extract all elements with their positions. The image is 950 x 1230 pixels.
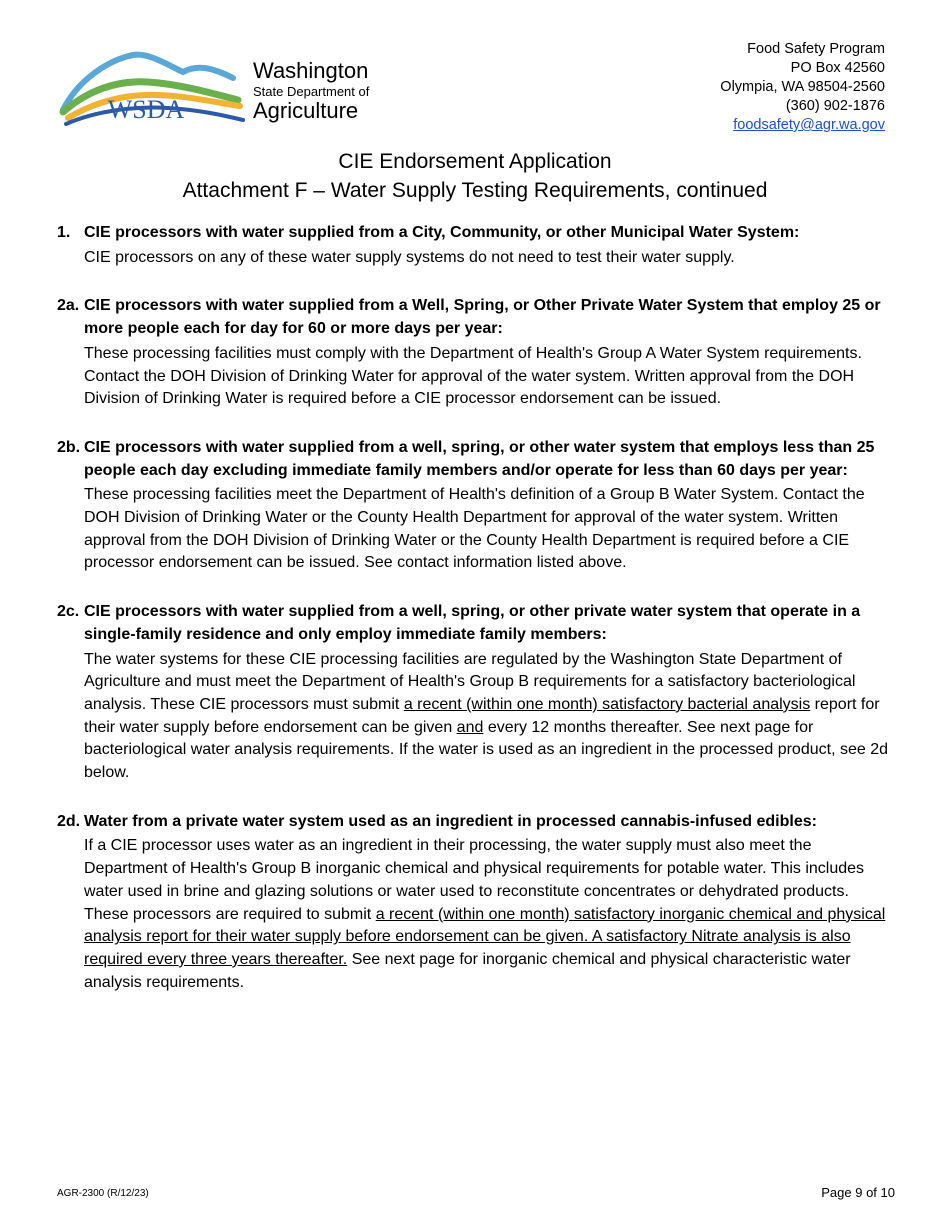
body-underlined-text: a recent (within one month) satisfactory bacterial analysis (403, 695, 811, 713)
section-2a (57, 295, 897, 411)
section-body (84, 835, 897, 994)
contact-phone: (360) 902-1876 (785, 98, 885, 114)
wsda-logo-graphic (58, 50, 248, 130)
logo-line-agriculture: Agriculture (253, 98, 359, 123)
requirements-list (57, 222, 897, 1020)
contact-po-box: PO Box 42560 (790, 60, 885, 76)
section-number: 2c. (57, 603, 80, 621)
section-number: 2d. (57, 812, 81, 830)
section-2d (57, 811, 897, 995)
section-heading: CIE processors with water supplied from a well, spring, or other water system that employs less than 25 people each day excluding immediate family members and/or operate for less than 60 days per year: (84, 438, 875, 479)
page-number: Page 9 of 10 (821, 1185, 895, 1200)
body-underlined-text: a recent (within one month) satisfactory inorganic chemical and physical analysis report for their water supply before endorsement can be given. A satisfactory Nitrate analysis is also required every three years thereafter. (84, 905, 886, 968)
body-text: every 12 months thereafter. See next page for bacteriological water analysis requirements. If the water is used as an ingredient in the processed product, see 2d below. (84, 718, 888, 782)
body-text: If a CIE processor uses water as an ingredient in their processing, the water supply must also meet the Department of Health's Group B inorganic chemical and physical requirements for potable water. This includes water used in brine and glazing solutions or water used to reconstitute concentrates or dehydrated products. These processors are required to submit (84, 837, 865, 923)
section-1 (57, 222, 897, 269)
section-2b (57, 437, 897, 575)
wsda-logo (58, 50, 378, 130)
logo-line-state-department: State Department of (253, 84, 370, 99)
form-id: AGR-2300 (R/12/23) (57, 1188, 149, 1199)
section-heading: Water from a private water system used as an ingredient in processed cannabis-infused edibles: (84, 812, 817, 830)
title-line-1: CIE Endorsement Application (338, 150, 612, 173)
logo-line-washington: Washington (253, 58, 369, 83)
section-body: These processing facilities must comply with the Department of Health's Group A Water System requirements. Contact the DOH Division of Drinking Water for approval of the water system. Written approval from the DOH Division of Drinking Water is required before a CIE processor endorsement can be issued. (84, 344, 862, 408)
section-number: 2a. (57, 297, 80, 315)
contact-block (720, 40, 885, 135)
logo-text (253, 60, 369, 122)
section-body: These processing facilities meet the Department of Health's definition of a Group B Water System. Contact the DOH Division of Drinking Water or the County Health Department for approval of the water system. Written approval from the DOH Division of Drinking Water or the County Health Department is required before a CIE processor endorsement can be issued. See contact information listed above. (84, 486, 865, 572)
contact-program: Food Safety Program (747, 41, 885, 57)
title-line-2: Attachment F – Water Supply Testing Requirements, continued (182, 179, 768, 202)
contact-email-link[interactable]: foodsafety@agr.wa.gov (733, 117, 885, 133)
section-heading: CIE processors with water supplied from a City, Community, or other Municipal Water System: (84, 224, 800, 241)
body-text: See next page for inorganic chemical and physical characteristic water analysis requirements. (84, 950, 851, 991)
section-heading: CIE processors with water supplied from a well, spring, or other private water system that operate in a single-family residence and only employ immediate family members: (84, 603, 861, 643)
section-body (84, 649, 897, 785)
body-underlined-text: and (456, 718, 484, 736)
section-2c (57, 601, 897, 785)
body-text: The water systems for these CIE processing facilities are regulated by the Washington State Department of Agriculture and must meet the Department of Health's Group B requirements for a satisfactory bacteriological analysis. These CIE processors must submit (84, 650, 856, 713)
logo-abbr: WSDA (107, 95, 185, 124)
contact-city: Olympia, WA 98504-2560 (720, 79, 885, 95)
body-text: report for their water supply before endorsement can be given (84, 695, 880, 736)
page-title (0, 147, 950, 205)
section-body: CIE processors on any of these water supply systems do not need to test their water supply. (84, 248, 735, 266)
section-number: 2b. (57, 438, 81, 456)
section-heading: CIE processors with water supplied from a Well, Spring, or Other Private Water System that employ 25 or more people each for day for 60 or more days per year: (84, 297, 881, 338)
section-number: 1. (57, 224, 71, 241)
